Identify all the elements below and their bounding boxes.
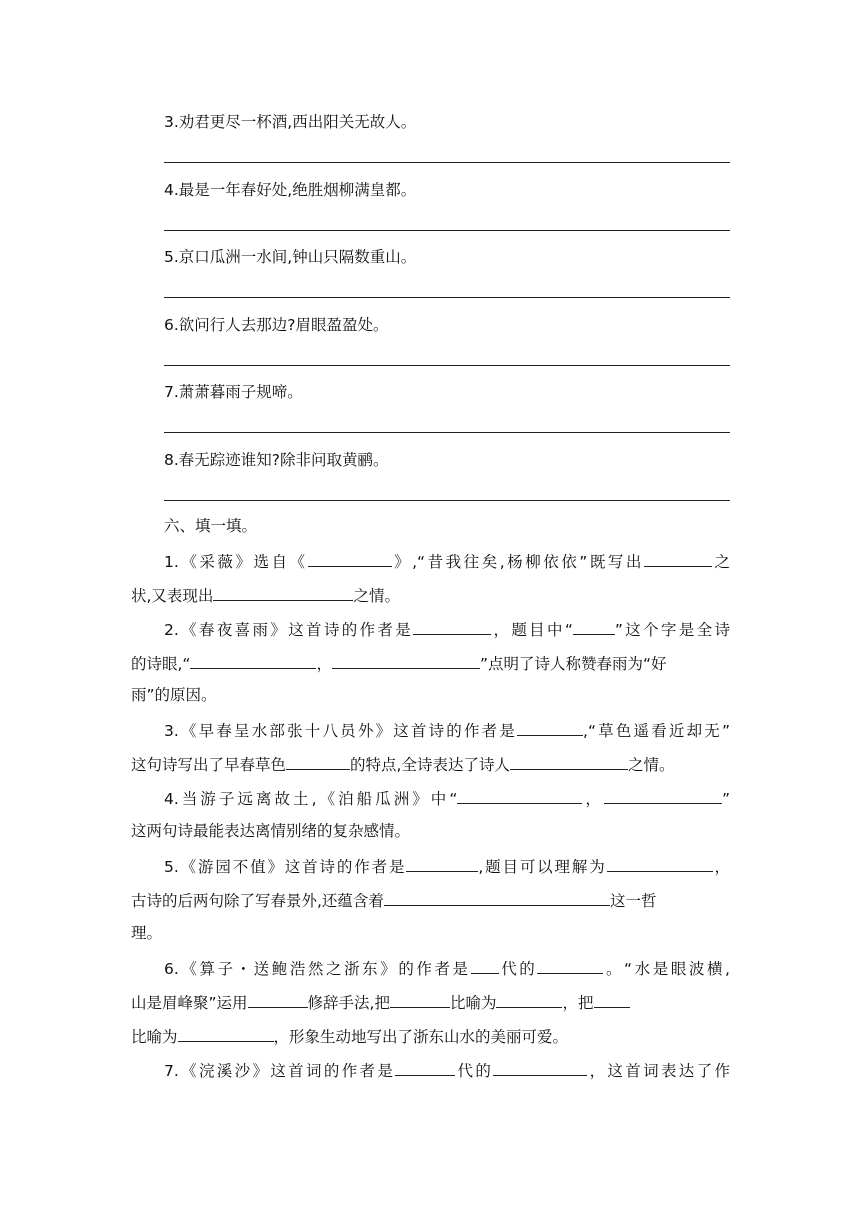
answer-line-6[interactable] [164,365,730,366]
fill-item-2-cont [131,651,730,675]
fill-item-6 [164,956,730,980]
item-text: 》,“昔我往矣,杨柳依依”既写出 [391,553,644,571]
blank-field[interactable] [406,854,478,872]
fill-item-4-cont: 这两句诗最能表达离情别绪的复杂感情。 [131,822,411,840]
fill-item-5-cont2: 理。 [131,924,163,942]
fill-item-6-cont2 [131,1024,730,1048]
item-text: 之情。 [627,756,675,774]
fill-item-1-cont [131,583,697,607]
item-text: 这句诗写出了早春草色 [131,756,287,774]
fill-item-5-cont [131,888,730,912]
item-text: ，形象生动地写出了浙东山水的美丽可爱。 [273,1028,569,1046]
translation-item-4: 4.最是一年春好处,绝胜烟柳满皇都。 [164,181,417,199]
item-text: ， [712,858,730,876]
item-text: ” [721,790,730,808]
blank-field[interactable] [190,651,316,669]
item-text: 古诗的后两句除了写春景外,还蕴含着 [131,892,384,910]
fill-item-7 [164,1058,730,1082]
item-text: ”点明了诗人称赞春雨为“好 [479,655,667,673]
blank-field[interactable] [510,752,628,770]
blank-field[interactable] [395,1058,455,1076]
item-text: 2.《春夜喜雨》这首诗的作者是 [164,621,414,639]
blank-field[interactable] [390,990,450,1008]
fill-item-6-cont [131,990,730,1014]
item-text: ，题目中“ [491,621,573,639]
answer-line-5[interactable] [164,297,730,298]
item-text: ,题目可以理解为 [478,858,607,876]
item-text: 比喻为 [449,994,497,1012]
translation-item-7: 7.萧萧暮雨子规啼。 [164,383,303,401]
fill-item-2 [164,617,730,641]
answer-line-8[interactable] [164,500,730,501]
section-heading: 六、填一填。 [164,517,258,535]
item-text: 。“水是眼波横, [603,960,730,978]
blank-field[interactable] [286,752,350,770]
item-text: 修辞手法,把 [307,994,390,1012]
translation-item-5: 5.京口瓜洲一水间,钟山只隔数重山。 [164,248,417,266]
item-text: 代的 [455,1062,494,1080]
item-text: ， [316,655,332,673]
item-text: 之 [711,553,730,571]
item-text: 比喻为 [131,1028,178,1046]
blank-field[interactable] [308,549,392,567]
blank-field[interactable] [496,990,562,1008]
blank-field[interactable] [573,617,615,635]
blank-field[interactable] [537,956,603,974]
fill-item-2-cont2: 雨”的原因。 [131,686,217,704]
item-text: ，这首词表达了作 [587,1062,730,1080]
fill-item-3 [164,718,730,742]
item-text: 4.当游子远离故土,《泊船瓜洲》中“ [164,790,458,808]
blank-field[interactable] [471,956,499,974]
item-text: 之情。 [353,587,400,605]
item-text: 3.《早春呈水部张十八员外》这首诗的作者是 [164,722,518,740]
answer-line-7[interactable] [164,432,730,433]
blank-field[interactable] [457,786,582,804]
blank-field[interactable] [604,786,722,804]
item-text: 山是眉峰聚”运用 [131,994,248,1012]
item-text: ”这个字是全诗 [614,621,731,639]
translation-item-8: 8.春无踪迹谁知?除非问取黄鹂。 [164,451,389,469]
blank-field[interactable] [517,718,583,736]
blank-field[interactable] [493,1058,587,1076]
blank-field[interactable] [594,990,630,1008]
item-text: 1.《采薇》选自《 [164,553,308,571]
fill-item-5 [164,854,730,878]
blank-field[interactable] [644,549,712,567]
blank-field[interactable] [248,990,308,1008]
item-text: 的诗眼,“ [131,655,191,673]
item-text: ， [582,790,604,808]
blank-field[interactable] [413,617,491,635]
blank-field[interactable] [178,1024,274,1042]
translation-item-6: 6.欲问行人去那边?眉眼盈盈处。 [164,316,389,334]
blank-field[interactable] [332,651,480,669]
answer-line-4[interactable] [164,230,730,231]
item-text: 的特点,全诗表达了诗人 [350,756,510,774]
fill-item-1 [164,549,730,573]
item-text: ,“草色遥看近却无” [583,722,730,740]
fill-item-4 [164,786,730,810]
answer-line-3[interactable] [164,162,730,163]
item-text: 7.《浣溪沙》这首词的作者是 [164,1062,396,1080]
item-text: ，把 [562,994,594,1012]
item-text: 这一哲 [609,892,657,910]
item-text: 5.《游园不值》这首诗的作者是 [164,858,407,876]
translation-item-3: 3.劝君更尽一杯酒,西出阳关无故人。 [164,113,417,131]
item-text: 6.《算子・送鲍浩然之浙东》的作者是 [164,960,471,978]
blank-field[interactable] [213,583,353,601]
fill-item-3-cont [131,752,733,776]
item-text: 状,又表现出 [131,587,214,605]
blank-field[interactable] [607,854,713,872]
blank-field[interactable] [384,888,610,906]
item-text: 代的 [498,960,538,978]
